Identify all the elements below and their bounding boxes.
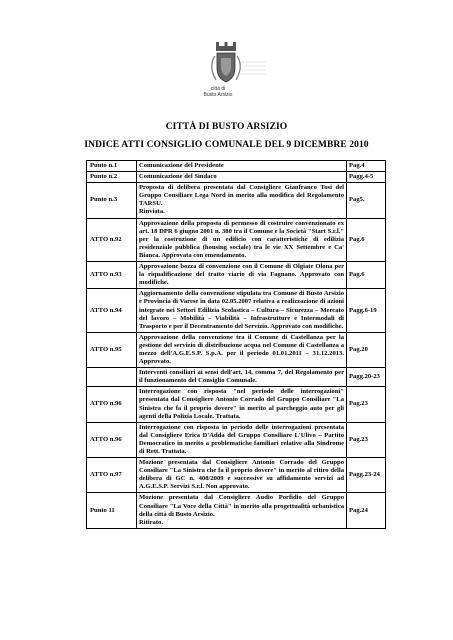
item-number	[87, 368, 137, 387]
item-number: Punto n.3	[87, 183, 137, 218]
item-description	[137, 387, 347, 422]
item-description	[137, 368, 347, 387]
description-line: Ritirato.	[139, 518, 163, 526]
city-name: CITTÀ DI BUSTO ARSIZIO	[165, 122, 288, 132]
item-page: Pag5.	[347, 183, 386, 218]
item-page: Pagg.6-19	[347, 289, 386, 332]
description-line: Mozione presentata dal Consigliere Audio Porfidio del Gruppo Consiliare "La Voce della Città" in merito alla progettualità urbanistica della città di Busto Arsizio.	[139, 494, 344, 518]
table-row	[87, 458, 386, 493]
table-row	[87, 332, 386, 367]
item-description	[137, 218, 347, 261]
logo-line-2: Busto Arsizio	[203, 92, 233, 98]
item-number: ATTO n.96	[87, 387, 137, 422]
description-line: Interrogazione con risposta in periodo delle interrogazioni presentata dal Consigliere Erica D'Adda del Gruppo Consiliare L'Ulivo – Partito Democratico in merito a problematiche familiari relative alla Sindrome di Rett. Trattata.	[139, 423, 344, 455]
index-table	[86, 160, 386, 529]
item-number: ATTO n.95	[87, 332, 137, 367]
table-row	[87, 422, 386, 457]
item-number: ATTO n.94	[87, 289, 137, 332]
item-page: Pag.24	[347, 493, 386, 528]
table-row	[87, 218, 386, 261]
item-page: Pagg.20-23	[347, 368, 386, 387]
item-page: Pagg.4-5	[347, 172, 386, 183]
item-description	[137, 422, 347, 457]
item-page: Pag.6	[347, 218, 386, 261]
document-title: INDICE ATTI CONSIGLIO COMUNALE DEL 9 DICEMBRE 2010	[84, 140, 369, 150]
description-line: Rinviata.	[139, 208, 165, 216]
table-row	[87, 172, 386, 183]
crest-icon	[186, 40, 266, 88]
table-row	[87, 161, 386, 172]
description-line: Approvazione bozza di convenzione con il Comune di Olgiate Olona per la riqualificazione del tratto viario di via Fagnano. Approvato con modifiche.	[139, 263, 344, 287]
item-page: Pagg.23-24	[347, 458, 386, 493]
item-number: ATTO n.97	[87, 458, 137, 493]
item-description	[137, 172, 347, 183]
item-number: Punto n.1	[87, 161, 137, 172]
item-number: ATTO n.93	[87, 262, 137, 289]
description-line: Interventi consiliari ai sensi dell'art. 14, comma 7, del Regolamento per il funzionamento del Consiglio Comunale.	[139, 369, 344, 385]
item-description	[137, 183, 347, 218]
logo-caption	[198, 86, 238, 98]
item-page: Pag.4	[347, 161, 386, 172]
logo-line-1: città di	[210, 86, 226, 92]
item-page: Pag.6	[347, 262, 386, 289]
description-line: Proposta di delibera presentata dal Consigliere Gianfranco Tosi del Gruppo Consiliare Lega Nord in merito alla modifica del Regolamento TARSU.	[139, 184, 344, 208]
item-description	[137, 161, 347, 172]
item-page: Pag.23	[347, 387, 386, 422]
description-line: Comunicazione del Sindaco	[139, 173, 217, 181]
table-row	[87, 289, 386, 332]
description-line: Interrogazione con risposta "nel periodo delle interrogazioni" presentata dal Consigliere Antonio Corrado del Gruppo Consiliare "La Sinistra che fa il proprio dovere" in merito al parcheggio auto per gli agenti della Polizia Locale. Trattata.	[139, 388, 344, 420]
item-number: ATTO n.96	[87, 422, 137, 457]
item-page: Pag.20	[347, 332, 386, 367]
table-row	[87, 387, 386, 422]
item-description	[137, 493, 347, 528]
item-number: ATTO n.92	[87, 218, 137, 261]
description-line: Approvazione della convenzione tra il Comune di Castellanza per la gestione del servizio di distribuzione acqua nel Comune di Castellanza a mezzo dell'A.G.E.S.P. S.p.A. per il periodo 01.01.2011 – 31.12.2013. Approvato.	[139, 333, 344, 366]
description-line: Approvazione della proposta di permesso di costruire convenzionato ex art. 18 DPR 6 giugno 2001 n. 380 tra il Comune e la Società "Start S.r.l." per la costruzione di un edificio con caratteristiche di edilizia residenziale pubblica (housing sociale) tra le vie XX Settembre e Ca' Bianca. Approvata con emendamento.	[139, 219, 344, 259]
item-description	[137, 458, 347, 493]
description-line: Comunicazione del Presidente	[139, 162, 224, 169]
item-description	[137, 262, 347, 289]
table-row	[87, 183, 386, 218]
item-number: Punto 11	[87, 493, 137, 528]
item-page: Pag.23	[347, 422, 386, 457]
table-row	[87, 368, 386, 387]
item-description	[137, 289, 347, 332]
table-row	[87, 262, 386, 289]
description-line: Aggiornamento della convenzione stipulata tra Comune di Busto Arsizio e Provincia di Varese in data 02.05.2007 relativa a realizzazione di azioni integrate nei Settori Edilizia Scolastica – Cultura – Sicurezza – Mercato del lavoro – Mobilità – Viabilità – Infrastrutture e Intermodali di Trasporto e per il Decentramento del Servizio. Approvato con modifiche.	[139, 290, 344, 330]
description-line: Mozione presentata dal Consigliere Antonio Corrado del Gruppo Consiliare "La Sinistra che fa il proprio dovere" in merito al ritiro della delibera di GC n. 408/2009 e successive su affidamento servizi ad A.G.E.S.P. Servizi S.r.l. Non approvato.	[139, 459, 344, 491]
table-row	[87, 493, 386, 528]
item-description	[137, 332, 347, 367]
item-number: Punto n.2	[87, 172, 137, 183]
